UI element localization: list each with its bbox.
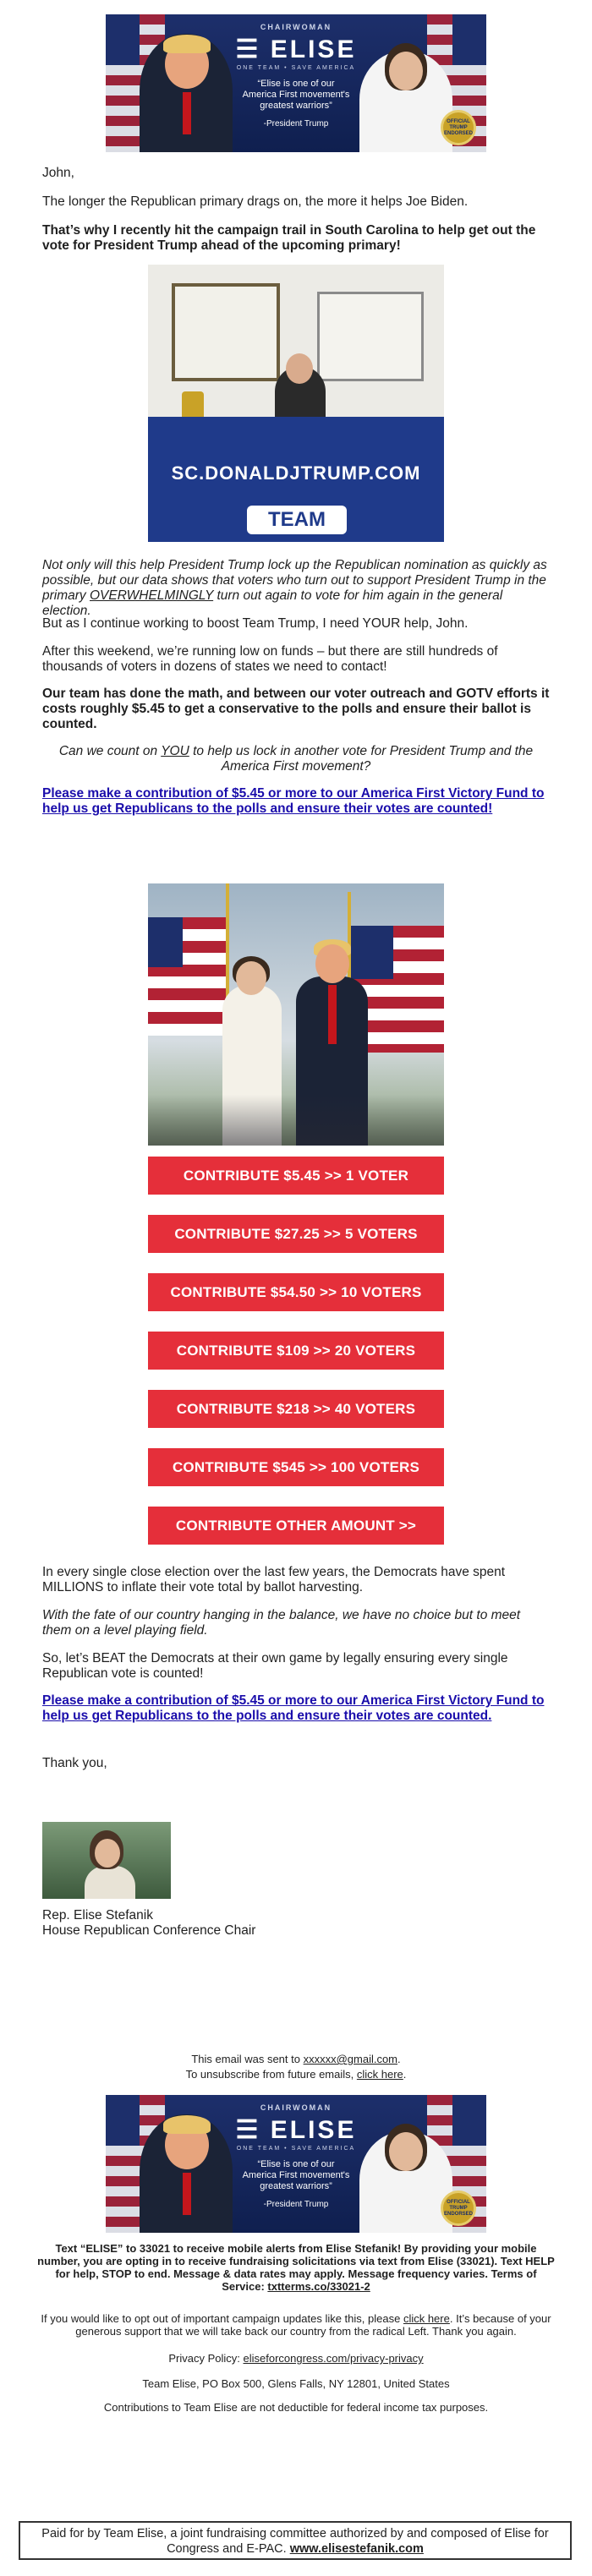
contribute-button-10-voters[interactable]: CONTRIBUTE $54.50 >> 10 VOTERS [148, 1273, 444, 1311]
rally-photo [148, 883, 444, 1146]
paragraph-1: The longer the Republican primary drags on, the more it helps Joe Biden. [42, 194, 469, 209]
footer-address: Team Elise, PO Box 500, Glens Falls, NY 12801, United States [142, 2377, 450, 2390]
paragraph-10: So, let’s BEAT the Democrats at their own game by legally ensuring every single Republican vote is counted! [42, 1651, 508, 1681]
banner-quote: “Elise is one of our America First movement's greatest warriors” [242, 79, 350, 111]
contribute-link-bottom[interactable]: Please make a contribution of $5.45 or more to our America First Victory Fund to help us get Republicans to the polls and ensure their votes are counted. [42, 1693, 545, 1723]
signature-title: House Republican Conference Chair [42, 1923, 256, 1938]
signature-photo [42, 1822, 171, 1899]
contribute-link-top[interactable]: Please make a contribution of $5.45 or more to our America First Victory Fund to help us get Republicans to the polls and ensure their votes are counted! [42, 786, 545, 816]
contribute-button-5-voters[interactable]: CONTRIBUTE $27.25 >> 5 VOTERS [148, 1215, 444, 1253]
wall-map [172, 283, 280, 381]
signature-name: Rep. Elise Stefanik [42, 1908, 153, 1922]
contribute-button-other[interactable]: CONTRIBUTE OTHER AMOUNT >> [148, 1507, 444, 1545]
paragraph-7: Can we count on YOU to help us lock in another vote for President Trump and the America First movement? [58, 744, 534, 774]
footer-sms-notice: Text “ELISE” to 33021 to receive mobile alerts from Elise Stefanik! By providing your mobile number, you are opting in to receive fundraising solicitations via text from Elise (33021). Text HELP for help, STOP to end. Message & data rates may apply. Message frequency varies. Terms of Service: txtterms.co/33021-2 [37, 2242, 555, 2293]
paragraph-4: But as I continue working to boost Team Trump, I need YOUR help, John. [42, 616, 469, 631]
banner-brand: ☰ ELISE [235, 36, 357, 63]
paragraph-3: Not only will this help President Trump lock up the Republican nomination as quickly as possible, but our data shows that voters who turn out to support President Trump in the primary OVERWHELMINGLY turn out again to vote for him again in the general election. [42, 558, 547, 618]
banner-attribution: -President Trump [263, 119, 329, 129]
banner-tagline: ONE TEAM • SAVE AMERICA [236, 65, 356, 71]
campaign-office-photo [148, 265, 444, 542]
thanks: Thank you, [42, 1756, 107, 1770]
team-sign: TEAM [247, 506, 347, 534]
footer-tax-note: Contributions to Team Elise are not deductible for federal income tax purposes. [103, 2401, 489, 2414]
table-banner-text: SC.DONALDJTRUMP.COM [171, 462, 421, 484]
footer-sent-to: This email was sent to xxxxxx@gmail.com. [191, 2053, 401, 2065]
header-banner [106, 14, 486, 152]
endorsement-seal: OFFICIAL TRUMP ENDORSED [441, 2190, 476, 2226]
wall-board [317, 292, 424, 381]
e-logo-icon: ☰ [235, 2116, 271, 2144]
contribute-button-1-voter[interactable]: CONTRIBUTE $5.45 >> 1 VOTER [148, 1157, 444, 1195]
contribute-button-20-voters[interactable]: CONTRIBUTE $109 >> 20 VOTERS [148, 1332, 444, 1370]
recipient-email-link[interactable]: xxxxxx@gmail.com [303, 2053, 398, 2065]
contribute-button-40-voters[interactable]: CONTRIBUTE $218 >> 40 VOTERS [148, 1390, 444, 1428]
paragraph-6: Our team has done the math, and between our voter outreach and GOTV efforts it costs roughly $5.45 to get a conservative to the polls and ensure their ballot is counted. [42, 686, 550, 731]
website-link[interactable]: www.elisestefanik.com [289, 2542, 424, 2556]
flag-left [148, 917, 226, 1036]
paragraph-8: In every single close election over the last few years, the Democrats have spent MILLIONS to inflate their vote total by ballot harvesting. [42, 1565, 506, 1594]
banner-kicker: CHAIRWOMAN [260, 23, 332, 31]
greeting: John, [42, 166, 74, 180]
contribute-button-100-voters[interactable]: CONTRIBUTE $545 >> 100 VOTERS [148, 1448, 444, 1486]
optout-link[interactable]: click here [403, 2312, 450, 2325]
footer-optout: If you would like to opt out of important campaign updates like this, please click here. It’s because of your generous support that we will take back our country from the radical Left. Thank you again. [41, 2312, 551, 2338]
e-logo-icon: ☰ [235, 36, 271, 63]
unsubscribe-link[interactable]: click here [356, 2068, 403, 2081]
sms-terms-link[interactable]: txtterms.co/33021-2 [267, 2280, 370, 2293]
privacy-policy-link[interactable]: eliseforcongress.com/privacy-privacy [243, 2352, 424, 2365]
paragraph-2: That’s why I recently hit the campaign trail in South Carolina to help get out the vote for President Trump ahead of the upcoming primary! [42, 223, 536, 253]
paid-for-disclaimer: Paid for by Team Elise, a joint fundraising committee authorized by and composed of Elise for Congress and E-PAC. www.elisestefanik.com [19, 2521, 572, 2560]
footer-unsubscribe: To unsubscribe from future emails, click here. [185, 2068, 407, 2081]
footer-privacy: Privacy Policy: eliseforcongress.com/privacy-privacy [168, 2352, 424, 2365]
paragraph-9: With the fate of our country hanging in the balance, we have no choice but to meet them on a level playing field. [42, 1608, 521, 1638]
footer-banner: CHAIRWOMAN ☰ ELISE ONE TEAM • SAVE AMERICA “Elise is one of our America First movement's greatest warriors” -President Trump OFFICIAL TRUMP ENDORSED [106, 2095, 486, 2233]
paragraph-5: After this weekend, we’re running low on funds – but there are still hundreds of thousands of voters in dozens of states we need to contact! [42, 644, 498, 674]
endorsement-seal: OFFICIAL TRUMP ENDORSED [441, 110, 476, 145]
